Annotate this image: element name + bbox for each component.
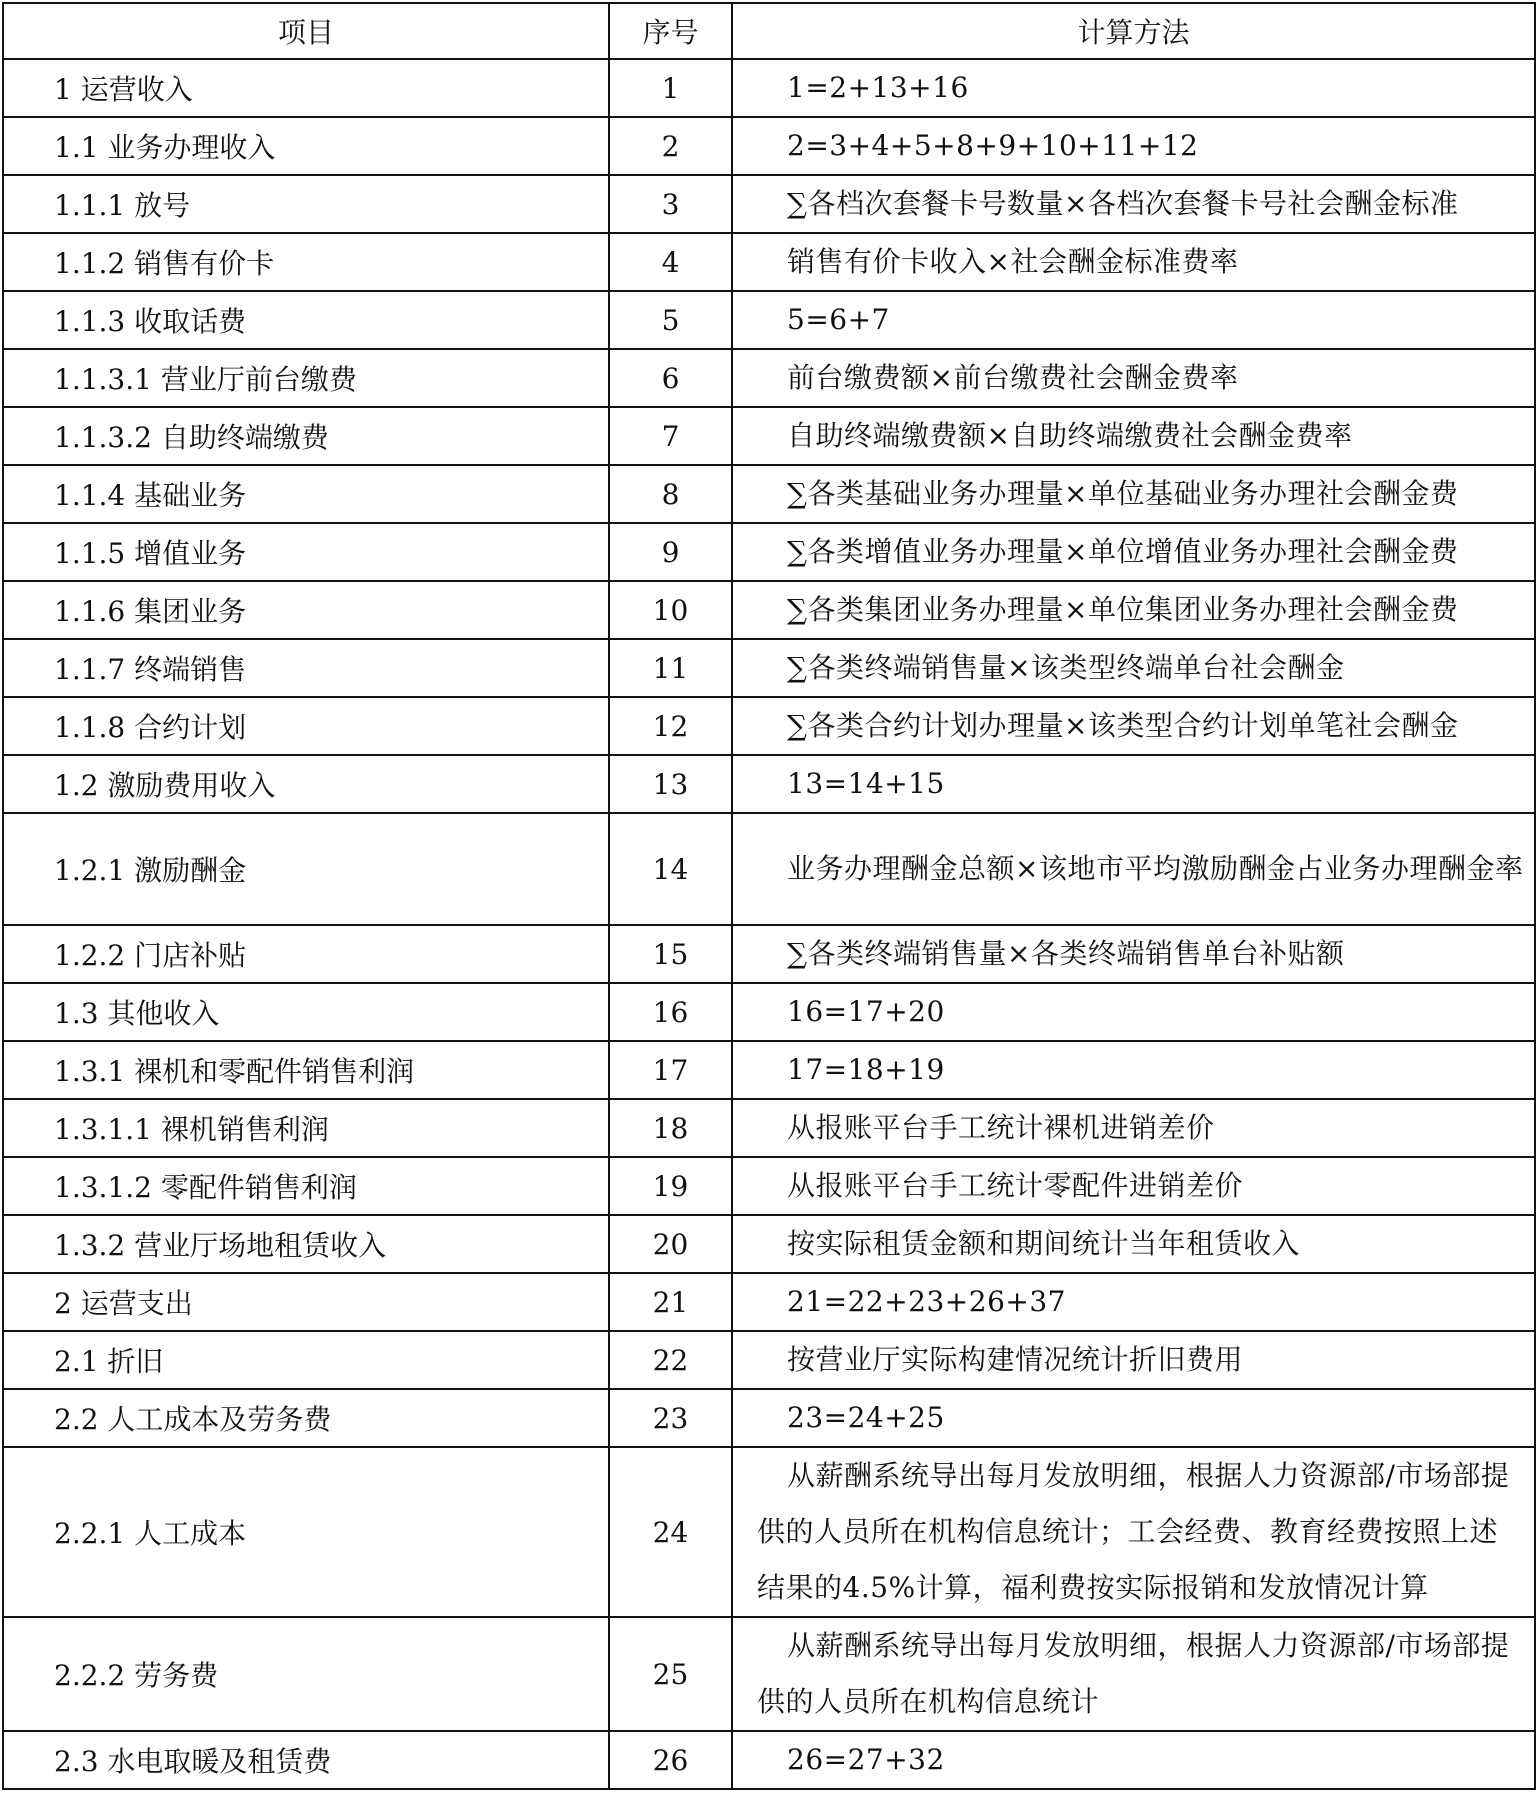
table-row [3,291,1535,349]
row-number: 26 [609,1731,732,1789]
row-item: 1.1.8 合约计划 [3,697,609,755]
row-number: 8 [609,465,732,523]
row-number: 17 [609,1041,732,1099]
table-row [3,1215,1535,1273]
table-row [3,1617,1535,1731]
row-item: 1.2.2 门店补贴 [3,925,609,983]
row-number: 12 [609,697,732,755]
table-row [3,117,1535,175]
row-calculation-method: 销售有价卡收入×社会酬金标准费率 [732,233,1535,291]
row-item: 1.1.3 收取话费 [3,291,609,349]
table-row [3,1447,1535,1617]
row-calculation-method: 5=6+7 [732,291,1535,349]
row-number: 24 [609,1447,732,1617]
row-calculation-method: 按实际租赁金额和期间统计当年租赁收入 [732,1215,1535,1273]
row-calculation-method: 从报账平台手工统计零配件进销差价 [732,1157,1535,1215]
table-row [3,925,1535,983]
table-row [3,581,1535,639]
row-item: 1.1.7 终端销售 [3,639,609,697]
table-row [3,523,1535,581]
table-row [3,465,1535,523]
row-number: 15 [609,925,732,983]
row-item: 1.1.3.1 营业厅前台缴费 [3,349,609,407]
row-calculation-method: ∑各类终端销售量×各类终端销售单台补贴额 [732,925,1535,983]
row-item: 1.1.1 放号 [3,175,609,233]
row-item: 1.3.1.2 零配件销售利润 [3,1157,609,1215]
table-row [3,639,1535,697]
row-number: 13 [609,755,732,813]
row-number: 11 [609,639,732,697]
row-item: 1.1.2 销售有价卡 [3,233,609,291]
row-number: 20 [609,1215,732,1273]
row-item: 1.1.3.2 自助终端缴费 [3,407,609,465]
row-calculation-method: ∑各类终端销售量×该类型终端单台社会酬金 [732,639,1535,697]
row-number: 14 [609,813,732,925]
calculation-method-table [2,2,1536,1790]
table-row [3,1273,1535,1331]
row-calculation-method: ∑各类合约计划办理量×该类型合约计划单笔社会酬金 [732,697,1535,755]
row-calculation-method: ∑各档次套餐卡号数量×各档次套餐卡号社会酬金标准 [732,175,1535,233]
table-row [3,813,1535,925]
row-item: 1.1.4 基础业务 [3,465,609,523]
row-item: 2.2 人工成本及劳务费 [3,1389,609,1447]
table-row [3,59,1535,117]
row-number: 5 [609,291,732,349]
row-calculation-method: 从薪酬系统导出每月发放明细，根据人力资源部/市场部提供的人员所在机构信息统计；工会经费、教育经费按照上述结果的4.5%计算，福利费按实际报销和发放情况计算 [732,1447,1535,1617]
row-calculation-method: 13=14+15 [732,755,1535,813]
row-number: 6 [609,349,732,407]
table-row [3,1389,1535,1447]
row-item: 1.1.6 集团业务 [3,581,609,639]
row-number: 25 [609,1617,732,1731]
row-item: 2 运营支出 [3,1273,609,1331]
row-item: 2.2.1 人工成本 [3,1447,609,1617]
row-number: 10 [609,581,732,639]
table-row [3,233,1535,291]
row-calculation-method: 2=3+4+5+8+9+10+11+12 [732,117,1535,175]
row-item: 1.1 业务办理收入 [3,117,609,175]
row-number: 3 [609,175,732,233]
row-calculation-method: 23=24+25 [732,1389,1535,1447]
row-item: 2.1 折旧 [3,1331,609,1389]
row-number: 18 [609,1099,732,1157]
row-item: 1.3.1.1 裸机销售利润 [3,1099,609,1157]
table-row [3,1331,1535,1389]
table-body [3,59,1535,1789]
row-calculation-method: ∑各类基础业务办理量×单位基础业务办理社会酬金费 [732,465,1535,523]
row-calculation-method: 从报账平台手工统计裸机进销差价 [732,1099,1535,1157]
row-item: 1.3 其他收入 [3,983,609,1041]
table-row [3,349,1535,407]
row-number: 19 [609,1157,732,1215]
row-calculation-method: 按营业厅实际构建情况统计折旧费用 [732,1331,1535,1389]
calculation-table-container [2,2,1534,1790]
row-item: 1.1.5 增值业务 [3,523,609,581]
row-calculation-method: ∑各类集团业务办理量×单位集团业务办理社会酬金费 [732,581,1535,639]
row-number: 23 [609,1389,732,1447]
table-row [3,1157,1535,1215]
row-item: 2.3 水电取暖及租赁费 [3,1731,609,1789]
row-calculation-method: 前台缴费额×前台缴费社会酬金费率 [732,349,1535,407]
row-number: 21 [609,1273,732,1331]
row-number: 7 [609,407,732,465]
row-number: 4 [609,233,732,291]
row-number: 9 [609,523,732,581]
header-item: 项目 [3,3,609,59]
row-number: 2 [609,117,732,175]
row-calculation-method: 21=22+23+26+37 [732,1273,1535,1331]
row-calculation-method: 17=18+19 [732,1041,1535,1099]
header-number: 序号 [609,3,732,59]
row-calculation-method: 自助终端缴费额×自助终端缴费社会酬金费率 [732,407,1535,465]
table-row [3,1099,1535,1157]
row-calculation-method: 26=27+32 [732,1731,1535,1789]
row-item: 1 运营收入 [3,59,609,117]
table-row [3,983,1535,1041]
row-item: 1.2.1 激励酬金 [3,813,609,925]
row-item: 1.3.2 营业厅场地租赁收入 [3,1215,609,1273]
row-number: 16 [609,983,732,1041]
row-item: 2.2.2 劳务费 [3,1617,609,1731]
table-header-row [3,3,1535,59]
row-calculation-method: 1=2+13+16 [732,59,1535,117]
row-item: 1.2 激励费用收入 [3,755,609,813]
row-item: 1.3.1 裸机和零配件销售利润 [3,1041,609,1099]
table-row [3,755,1535,813]
row-number: 1 [609,59,732,117]
row-calculation-method: 16=17+20 [732,983,1535,1041]
table-row [3,407,1535,465]
row-number: 22 [609,1331,732,1389]
table-row [3,175,1535,233]
row-calculation-method: 业务办理酬金总额×该地市平均激励酬金占业务办理酬金率 [732,813,1535,925]
table-row [3,1731,1535,1789]
table-row [3,1041,1535,1099]
table-row [3,697,1535,755]
row-calculation-method: 从薪酬系统导出每月发放明细，根据人力资源部/市场部提供的人员所在机构信息统计 [732,1617,1535,1731]
header-calculation-method: 计算方法 [732,3,1535,59]
row-calculation-method: ∑各类增值业务办理量×单位增值业务办理社会酬金费 [732,523,1535,581]
